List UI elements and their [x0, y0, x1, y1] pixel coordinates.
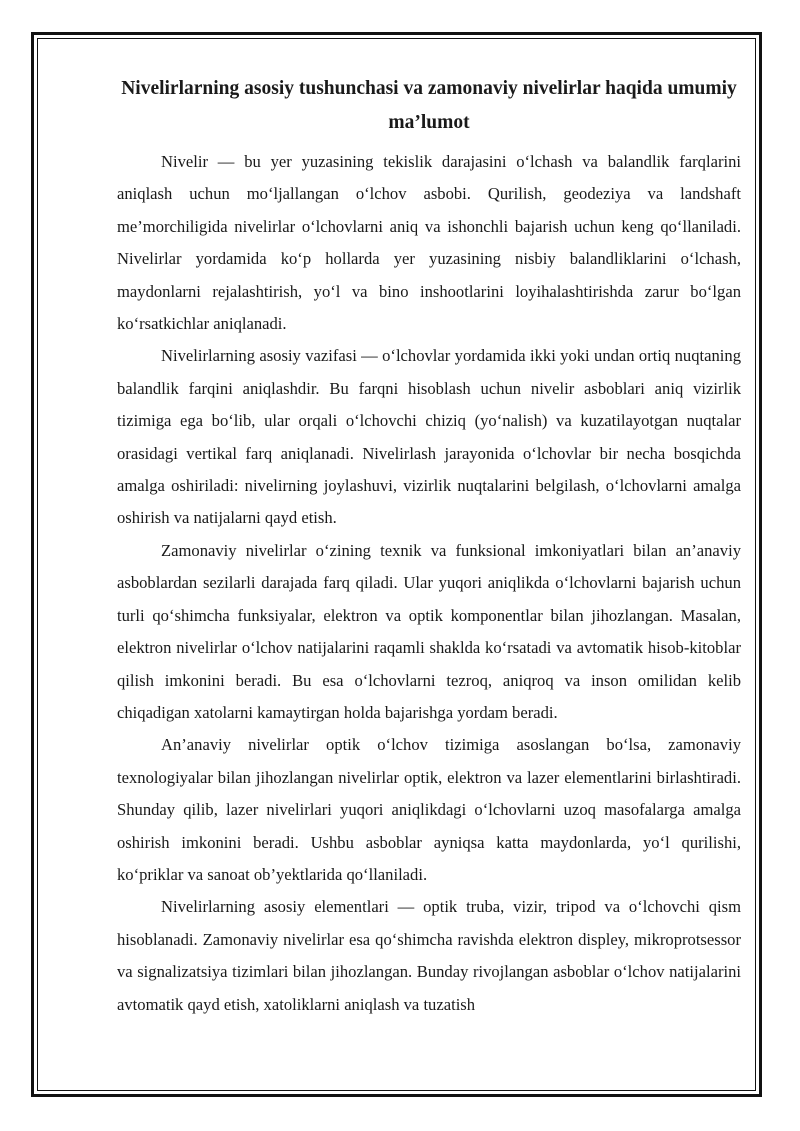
paragraph-1: Nivelir — bu yer yuzasining tekislik darajasini o‘lchash va balandlik farqlarini aniqlash uchun mo‘ljallangan o‘lchov asbobi. Qurilish, geodeziya va landshaft me’morchiligida nivelirlar o‘lchovlarni aniq va ishonchli bajarish uchun keng qo‘llaniladi. Nivelirlar yordamida ko‘p hollarda yer yuzasining nisbiy balandliklarini o‘lchash, maydonlarni rejalashtirish, yo‘l va bino inshootlarini loyihalashtirishda zarur bo‘lgan ko‘rsatkichlar aniqlanadi. — [117, 152, 741, 334]
paragraph-2: Nivelirlarning asosiy vazifasi — o‘lchovlar yordamida ikki yoki undan ortiq nuqtaning balandlik farqini aniqlashdir. Bu farqni hisoblash uchun nivelir asboblari aniq vizirlik tizimiga ega bo‘lib, ular orqali o‘lchovchi chiziq (yo‘nalish) va kuzatilayotgan nuqtalar orasidagi vertikal farq aniqlanadi. Nivelirlash jarayonida o‘lchovlar bir necha bosqichda amalga oshiriladi: nivelirning joylashuvi, vizirlik nuqtalarini belgilash, o‘lchovlarni amalga oshirish va natijalarni qayd etish. — [117, 346, 741, 528]
document-title: Nivelirlarning asosiy tushunchasi va zamonaviy nivelirlar haqida umumiy ma’lumot — [121, 78, 737, 133]
paragraph-3: Zamonaviy nivelirlar o‘zining texnik va funksional imkoniyatlari bilan an’anaviy asboblardan sezilarli darajada farq qiladi. Ular yuqori aniqlikda o‘lchovlarni bajarish uchun turli qo‘shimcha funksiyalar, elektron va optik komponentlar bilan jihozlangan. Masalan, elektron nivelirlar o‘lchov natijalarini raqamli shaklda ko‘rsatadi va avtomatik hisob-kitoblar qilish imkonini beradi. Bu esa o‘lchovlarni tezroq, aniqroq va inson omilidan kelib chiqadigan xatolarni kamaytirgan holda bajarishga yordam beradi. — [117, 540, 741, 722]
document-body — [117, 72, 741, 1021]
paragraph-5: Nivelirlarning asosiy elementlari — optik truba, vizir, tripod va o‘lchovchi qism hisoblanadi. Zamonaviy nivelirlar esa qo‘shimcha ravishda elektron displey, mikroprotsessor va signalizatsiya tizimlari bilan jihozlangan. Bunday rivojlangan asboblar o‘lchov natijalarini avtomatik qayd etish, xatoliklarni aniqlash va tuzatish — [117, 897, 741, 1014]
paragraph-4: An’anaviy nivelirlar optik o‘lchov tizimiga asoslangan bo‘lsa, zamonaviy texnologiyalar bilan jihozlangan nivelirlar optik, elektron va lazer elementlarini birlashtiradi. Shunday qilib, lazer nivelirlari yuqori aniqlikdagi o‘lchovlarni uzoq masofalarga amalga oshirish imkonini beradi. Ushbu asboblar ayniqsa katta maydonlarda, yo‘l qurilishi, ko‘priklar va sanoat ob’yektlarida qo‘llaniladi. — [117, 735, 741, 884]
